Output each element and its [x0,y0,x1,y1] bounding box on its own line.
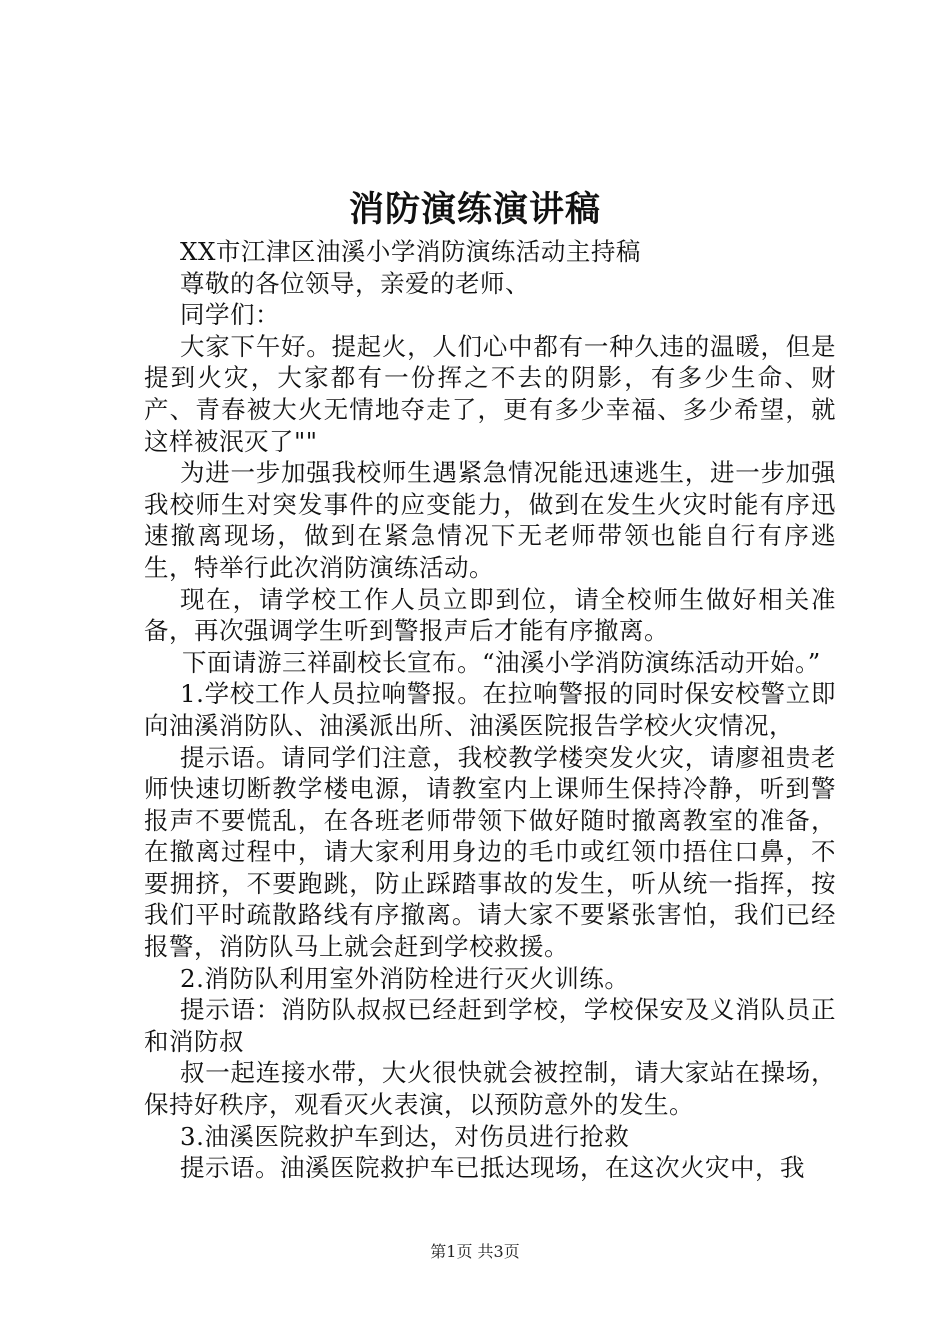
page-footer: 第1页 共3页 [430,1242,520,1261]
paragraph-step-1: 1.学校工作人员拉响警报。在拉响警报的同时保安校警立即向油溪消防队、油溪派出所、油溪医院报告学校火灾情况， [144,679,836,740]
paragraph-salutation: 尊敬的各位领导，亲爱的老师、 [180,268,530,298]
paragraph-step-2: 2.消防队利用室外消防栓进行灭火训练。 [180,963,630,993]
paragraph-salutation-2: 同学们： [180,300,280,330]
paragraph-prompt-3: 提示语。油溪医院救护车已抵达现场，在这次火灾中，我 [180,1153,805,1183]
paragraph-subtitle: XX市江津区油溪小学消防演练活动主持稿 [180,237,641,266]
paragraph-purpose: 为进一步加强我校师生遇紧急情况能迅速逃生，进一步加强我校师生对突发事件的应变能力，做到在发生火灾时能有序迅速撤离现场，做到在紧急情况下无老师带领也能自行有序逃生，特举行此次消防演练活动。 [144,458,836,582]
paragraph-opening: 大家下午好。提起火，人们心中都有一种久违的温暖，但是提到火灾，大家都有一份挥之不去的阴影，有多少生命、财产、青春被大火无情地夺走了，更有多少幸福、多少希望，就这样被泯灭了"" [144,331,836,456]
paragraph-prompt-2-cont: 叔一起连接水带，大火很快就会被控制，请大家站在操场，保持好秩序，观看灭火表演，以预防意外的发生。 [144,1058,836,1120]
paragraph-prompt-1: 提示语。请同学们注意，我校教学楼突发火灾，请廖祖贵老师快速切断教学楼电源，请教室内上课师生保持冷静，听到警报声不要慌乱，在各班老师带领下做好随时撤离教室的准备，在撤离过程中，请大家利用身边的毛巾或红领巾捂住口鼻，不要拥挤，不要跑跳，防止踩踏事故的发生，听从统一指挥，按我们平时疏散路线有序撤离。请大家不要紧张害怕，我们已经报警，消防队马上就会赶到学校救援。 [144,742,836,962]
paragraph-prompt-2: 提示语：消防队叔叔已经赶到学校，学校保安及义消队员正和消防叔 [144,995,836,1056]
paragraph-announcement: 下面请游三祥副校长宣布。“油溪小学消防演练活动开始。” [182,647,821,677]
document-body [144,236,836,1184]
paragraph-step-3: 3.油溪医院救护车到达，对伤员进行抢救 [180,1121,630,1151]
document-title: 消防演练演讲稿 [348,189,601,230]
paragraph-preparation: 现在，请学校工作人员立即到位，请全校师生做好相关准备，再次强调学生听到警报声后才能有序撤离。 [144,584,836,646]
